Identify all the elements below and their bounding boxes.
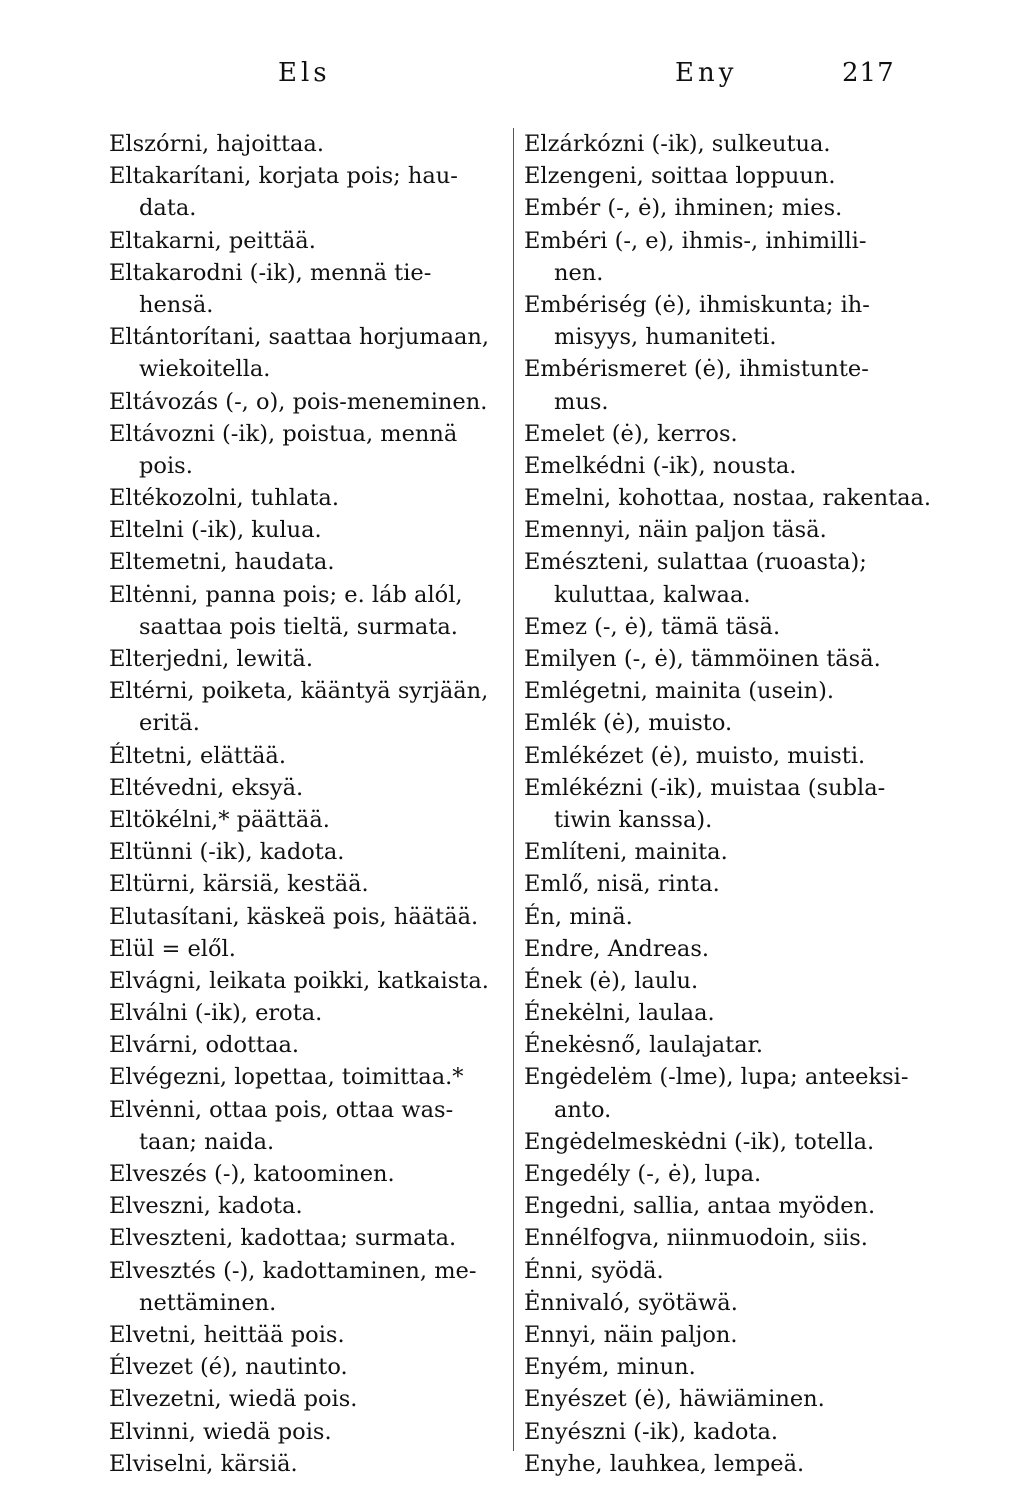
dictionary-entry-line: Eltévedni, eksyä. xyxy=(109,774,304,801)
dictionary-entry-line: Ennélfogva, niinmuodoin, siis. xyxy=(524,1225,868,1252)
left-column xyxy=(109,128,517,1480)
dictionary-entry-line: Enyészet (ė), häwiäminen. xyxy=(524,1386,825,1413)
entry-continuation-line: taan; naida. xyxy=(139,1128,275,1155)
dictionary-entry-line: Elveszni, kadota. xyxy=(109,1193,303,1220)
dictionary-entry-line: Éltetni, elättää. xyxy=(109,742,287,769)
dictionary-entry-line: Elvėnni, ottaa pois, ottaa was- xyxy=(109,1096,454,1123)
header-guide-word-left: Els xyxy=(278,58,331,88)
dictionary-entry-line: Emlékézet (ė), muisto, muisti. xyxy=(524,742,866,769)
entry-continuation-line: nen. xyxy=(554,259,604,286)
dictionary-entry-line: Elzárkózni (-ik), sulkeutua. xyxy=(524,131,831,157)
dictionary-entry-line: Emlékézni (-ik), muistaa (subla- xyxy=(524,774,886,801)
dictionary-entry-line: Elvesztés (-), kadottaminen, me- xyxy=(109,1257,477,1284)
dictionary-entry-line: Engėdelmeskėdni (-ik), totella. xyxy=(524,1128,875,1155)
dictionary-entry-line: Élvezet (é), nautinto. xyxy=(109,1354,348,1381)
dictionary-entry-line: Eltürni, kärsiä, kestää. xyxy=(109,871,369,898)
dictionary-entry-line: Elvetni, heittää pois. xyxy=(109,1321,345,1348)
dictionary-entry-line: Énekėsnő, laulajatar. xyxy=(524,1032,764,1059)
entry-continuation-line: wiekoitella. xyxy=(139,356,271,383)
dictionary-entry-line: Eltántorítani, saattaa horjumaan, xyxy=(109,324,490,351)
column-divider xyxy=(513,128,514,1451)
dictionary-entry-line: Elszórni, hajoittaa. xyxy=(109,131,325,157)
entry-continuation-line: mus. xyxy=(554,388,609,415)
page-number: 217 xyxy=(842,58,895,88)
dictionary-entry-line: Elutasítani, käskeä pois, häätää. xyxy=(109,903,479,930)
entry-continuation-line: anto. xyxy=(554,1096,612,1123)
dictionary-entry-line: Elveszteni, kadottaa; surmata. xyxy=(109,1225,457,1252)
dictionary-entry-line: Endre, Andreas. xyxy=(524,935,710,962)
dictionary-entry-line: Eltemetni, haudata. xyxy=(109,549,335,576)
dictionary-entry-line: Emilyen (-, ė), tämmöinen täsä. xyxy=(524,646,881,672)
dictionary-entry-line: Én, minä. xyxy=(524,903,633,930)
dictionary-entry-line: Embéri (-, e), ihmis-, inhimilli- xyxy=(524,227,867,254)
dictionary-entry-line: Elvárni, odottaa. xyxy=(109,1032,300,1059)
dictionary-entry-line: Embériség (ė), ihmiskunta; ih- xyxy=(524,291,870,318)
dictionary-entry-line: Elvezetni, wiedä pois. xyxy=(109,1386,358,1413)
dictionary-entry-line: Elzengeni, soittaa loppuun. xyxy=(524,163,836,190)
dictionary-entry-line: Emlék (ė), muisto. xyxy=(524,710,733,737)
entry-continuation-line: data. xyxy=(139,195,197,222)
entry-continuation-line: tiwin kanssa). xyxy=(554,806,713,833)
dictionary-entry-line: Emelkédni (-ik), nousta. xyxy=(524,452,797,479)
dictionary-entry-line: Elvágni, leikata poikki, katkaista. xyxy=(109,967,489,994)
page-header xyxy=(0,52,1024,92)
dictionary-entry-line: Engedni, sallia, antaa myöden. xyxy=(524,1193,876,1220)
entry-continuation-line: pois. xyxy=(139,452,193,479)
dictionary-entry-line: Eltėnni, panna pois; e. láb alól, xyxy=(109,581,463,608)
dictionary-entry-line: Ennyi, näin paljon. xyxy=(524,1321,738,1348)
dictionary-entry-line: Emennyi, näin paljon täsä. xyxy=(524,517,827,544)
dictionary-entry-line: Eltávozás (-, o), pois-meneminen. xyxy=(109,388,488,415)
dictionary-entry-line: Engedély (-, ė), lupa. xyxy=(524,1161,762,1187)
dictionary-entry-line: Elviselni, kärsiä. xyxy=(109,1450,298,1477)
right-column xyxy=(524,128,932,1480)
dictionary-entry-line: Eltelni (-ik), kulua. xyxy=(109,517,322,544)
dictionary-entry-line: Említeni, mainita. xyxy=(524,839,728,866)
dictionary-entry-line: Emészteni, sulattaa (ruoasta); xyxy=(524,549,867,576)
dictionary-entry-line: Eltávozni (-ik), poistua, mennä xyxy=(109,420,458,447)
dictionary-entry-line: Emlégetni, mainita (usein). xyxy=(524,678,835,705)
header-guide-word-right: Eny xyxy=(675,58,738,88)
dictionary-entry-line: Ėnnivaló, syötäwä. xyxy=(524,1289,738,1316)
entry-continuation-line: kuluttaa, kalwaa. xyxy=(554,581,751,608)
dictionary-entry-line: Emelet (ė), kerros. xyxy=(524,420,738,447)
dictionary-entry-line: Emlő, nisä, rinta. xyxy=(524,871,720,898)
dictionary-entry-line: Énekėlni, laulaa. xyxy=(524,1000,715,1027)
dictionary-entry-line: Elvinni, wiedä pois. xyxy=(109,1418,332,1445)
dictionary-entry-line: Enyészni (-ik), kadota. xyxy=(524,1418,779,1445)
dictionary-entry-line: Emez (-, ė), tämä täsä. xyxy=(524,613,781,640)
entry-continuation-line: nettäminen. xyxy=(139,1289,277,1316)
dictionary-entry-line: Eltérni, poiketa, kääntyä syrjään, xyxy=(109,678,489,705)
dictionary-entry-line: Engėdelėm (-lme), lupa; anteeksi- xyxy=(524,1064,909,1091)
dictionary-entry-line: Enyém, minun. xyxy=(524,1354,696,1381)
dictionary-entry-line: Embérismeret (ė), ihmistunte- xyxy=(524,356,869,383)
dictionary-entry-line: Eltökélni,* päättää. xyxy=(109,806,330,833)
dictionary-entry-line: Eltékozolni, tuhlata. xyxy=(109,485,339,512)
dictionary-entry-line: Eltakarni, peittää. xyxy=(109,227,316,254)
entry-continuation-line: hensä. xyxy=(139,291,214,318)
entry-continuation-line: saattaa pois tieltä, surmata. xyxy=(139,613,458,640)
dictionary-entry-line: Elterjedni, lewitä. xyxy=(109,646,313,672)
dictionary-entry-line: Eltakarítani, korjata pois; hau- xyxy=(109,163,458,190)
entry-continuation-line: eritä. xyxy=(139,710,200,737)
dictionary-entry-line: Elveszés (-), katoominen. xyxy=(109,1161,395,1187)
dictionary-entry-line: Elválni (-ik), erota. xyxy=(109,1000,323,1027)
dictionary-entry-line: Eltakarodni (-ik), mennä tie- xyxy=(109,259,432,286)
dictionary-entry-line: Enyhe, lauhkea, lempeä. xyxy=(524,1450,805,1477)
dictionary-entry-line: Embér (-, ė), ihminen; mies. xyxy=(524,195,843,222)
dictionary-entry-line: Emelni, kohottaa, nostaa, rakentaa. xyxy=(524,485,932,512)
entry-continuation-line: misyys, humaniteti. xyxy=(554,324,777,351)
dictionary-entry-line: Elvégezni, lopettaa, toimittaa.* xyxy=(109,1064,464,1091)
dictionary-entry-line: Elül = elől. xyxy=(109,935,236,962)
dictionary-entry-line: Énni, syödä. xyxy=(524,1257,664,1284)
dictionary-entry-line: Ének (ė), laulu. xyxy=(524,967,699,994)
dictionary-entry-line: Eltünni (-ik), kadota. xyxy=(109,839,345,866)
